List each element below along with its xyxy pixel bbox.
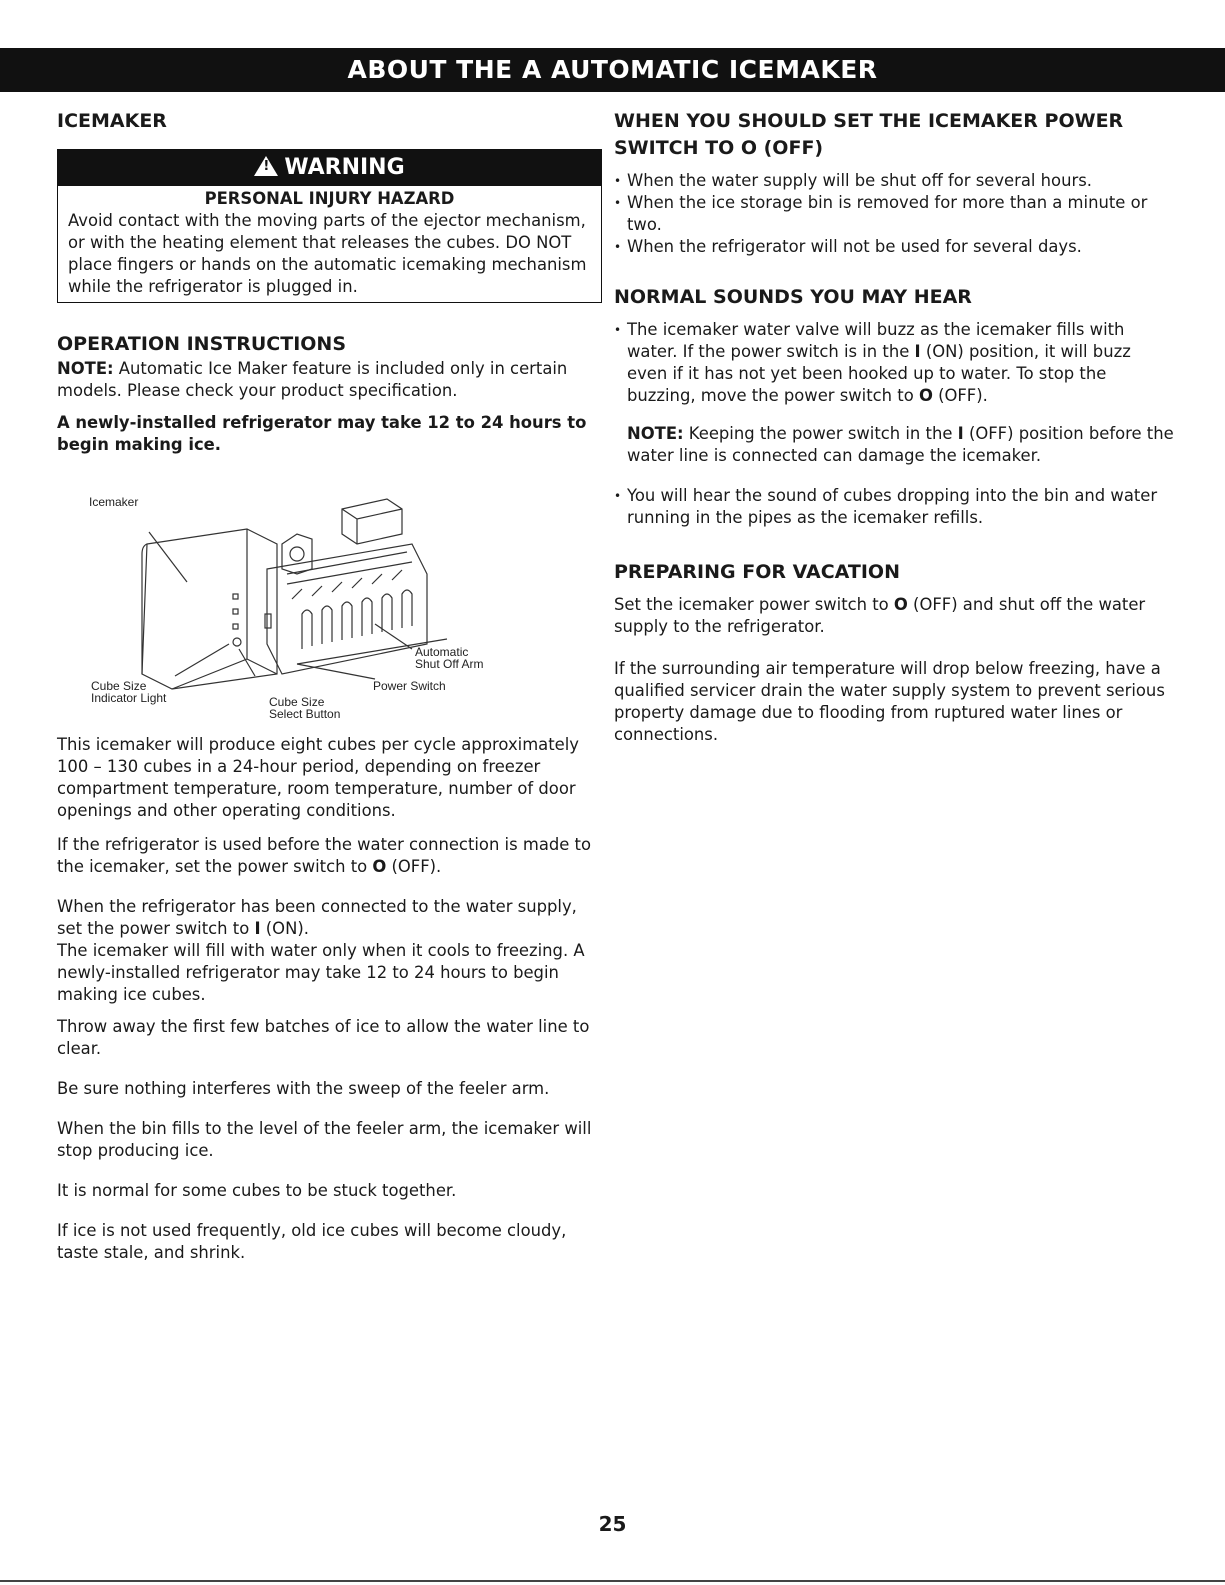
label-shutoff-2: Shut Off Arm (415, 657, 484, 671)
warning-icon (254, 156, 278, 176)
note-text: Automatic Ice Maker feature is included only in certain models. Please check your product specification. (57, 359, 568, 400)
feeler-paragraph: Be sure nothing interferes with the sweep of the feeler arm. (57, 1079, 550, 1098)
sounds-list (614, 319, 1174, 407)
para3-text: When the refrigerator has been connected to the water supply, set the power switch to (57, 897, 577, 938)
buzz-text-2: (ON) position, it will buzz even if it has not yet been hooked up to water. To stop the buzzing, move the power switch to (627, 342, 1131, 405)
sounds-note-label: NOTE: (627, 424, 684, 443)
sounds-heading: NORMAL SOUNDS YOU MAY HEAR (614, 286, 972, 308)
buzz-switch-off: O (918, 386, 933, 405)
left-column (57, 108, 602, 1264)
label-cube-light-2: Indicator Light (91, 691, 167, 705)
warning-box (57, 149, 602, 303)
vac-text-1: Set the icemaker power switch to (614, 595, 894, 614)
cloudy-ice-paragraph: If ice is not used frequently, old ice cubes will become cloudy, taste stale, and shrink. (57, 1221, 567, 1262)
sounds-note-text-2: (OFF) position before the water line is connected can damage the icemaker. (627, 424, 1174, 465)
off-list-item: • When the water supply will be shut off for several hours. (614, 170, 1174, 192)
operation-note (57, 358, 602, 402)
page-header: ABOUT THE A AUTOMATIC ICEMAKER (0, 48, 1225, 92)
vacation-paragraph-1 (614, 594, 1174, 638)
operation-heading: OPERATION INSTRUCTIONS (57, 333, 346, 355)
warning-header (58, 150, 601, 186)
label-shutoff-1: Automatic (415, 645, 469, 659)
warning-label: WARNING (284, 155, 405, 180)
bottom-rule (0, 1580, 1225, 1582)
para3-end: (ON). (260, 919, 309, 938)
icemaker-heading: ICEMAKER (57, 110, 167, 132)
stuck-cubes-paragraph: It is normal for some cubes to be stuck together. (57, 1181, 457, 1200)
label-icemaker: Icemaker (89, 495, 139, 509)
connected-paragraph (57, 896, 602, 940)
off-list-item: • When the ice storage bin is removed for more than a minute or two. (614, 192, 1174, 236)
label-cube-button-1: Cube Size (269, 695, 325, 709)
fill-paragraph: The icemaker will fill with water only when it cools to freezing. A newly-installed refrigerator may take 12 to 24 hours to begin making ice cubes. (57, 941, 585, 1004)
label-cube-light-1: Cube Size (91, 679, 147, 693)
para3-switch: I (254, 919, 261, 938)
vacation-paragraph-2: If the surrounding air temperature will drop below freezing, have a qualified servicer drain the water supply system to prevent serious property damage due to flooding from ruptured water lines or connections. (614, 659, 1165, 744)
warning-text: Avoid contact with the moving parts of the ejector mechanism, or with the heating element that releases the cubes. DO NOT place fingers or hands on the automatic icemaking mechanism while the refrigerator is plugged in. (68, 211, 587, 296)
off-heading-line2: SWITCH TO O (OFF) (614, 137, 824, 159)
para2-text: If the refrigerator is used before the water connection is made to the icemaker, set the power switch to (57, 835, 592, 876)
icemaker-diagram (57, 474, 602, 724)
sounds-item-drop: • You will hear the sound of cubes dropping into the bin and water running in the pipes as the icemaker refills. (614, 485, 1174, 529)
sounds-note (614, 423, 1174, 467)
off-heading-line1: WHEN YOU SHOULD SET THE ICEMAKER POWER (614, 110, 1124, 132)
throw-away-paragraph: Throw away the first few batches of ice to allow the water line to clear. (57, 1017, 590, 1058)
vac-switch: O (893, 595, 908, 614)
buzz-switch-on: I (914, 342, 921, 361)
sounds-note-text-1: Keeping the power switch in the (683, 424, 958, 443)
vacation-heading: PREPARING FOR VACATION (614, 561, 900, 583)
production-paragraph: This icemaker will produce eight cubes per cycle approximately 100 – 130 cubes in a 24-hour period, depending on freezer compartment temperature, room temperature, number of door openings and other operating conditions. (57, 735, 579, 820)
label-cube-button-2: Select Button (269, 707, 341, 721)
buzz-text-3: (OFF). (932, 386, 988, 405)
bin-fills-paragraph: When the bin fills to the level of the feeler arm, the icemaker will stop producing ice. (57, 1119, 592, 1160)
sounds-list-2 (614, 485, 1174, 529)
label-power-switch: Power Switch (373, 679, 446, 693)
note-label: NOTE: (57, 359, 114, 378)
right-column (614, 108, 1174, 746)
off-list-item: • When the refrigerator will not be used for several days. (614, 236, 1174, 258)
para2-switch: O (372, 857, 387, 876)
para2-end: (OFF). (386, 857, 442, 876)
buzz-text-1: The icemaker water valve will buzz as the icemaker fills with water. If the power switch is in the (627, 320, 1125, 361)
before-connection-paragraph (57, 834, 602, 878)
page-number: 25 (598, 1512, 627, 1536)
vac-text-2: (OFF) and shut off the water supply to the refrigerator. (614, 595, 1146, 636)
ice-time-statement: A newly-installed refrigerator may take 12 to 24 hours to begin making ice. (57, 413, 587, 454)
sounds-note-switch: I (957, 424, 964, 443)
off-list (614, 170, 1174, 258)
sounds-item-buzz (614, 319, 1174, 407)
warning-subtitle: PERSONAL INJURY HAZARD (204, 189, 455, 208)
